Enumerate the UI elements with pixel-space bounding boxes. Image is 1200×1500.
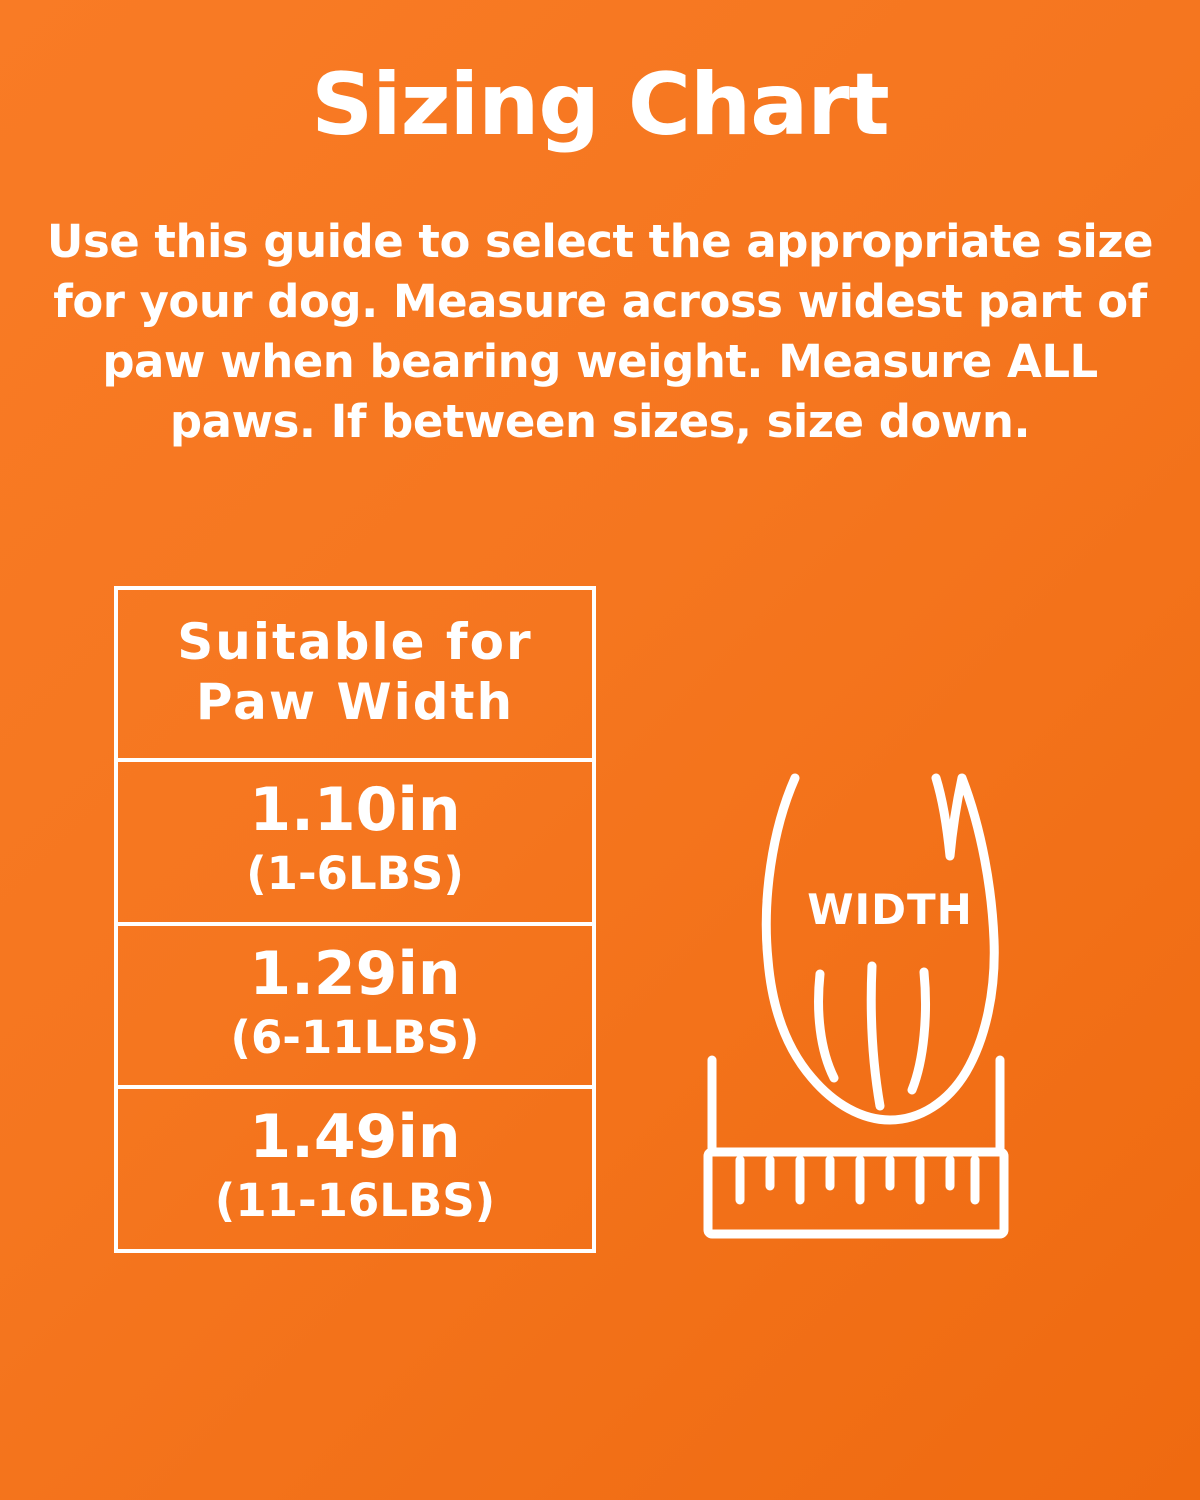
table-row [118, 1089, 592, 1249]
width-label: WIDTH [807, 885, 973, 934]
page-title: Sizing Chart [311, 55, 889, 155]
weight-range-value: (11-16LBS) [214, 1174, 496, 1227]
table-header-line-1: Suitable for [177, 613, 533, 671]
table-row [118, 762, 592, 926]
paw-measure-illustration [700, 760, 1040, 1290]
paw-width-value: 1.49in [249, 1102, 461, 1172]
paw-with-ruler-icon [700, 760, 1040, 1290]
table-row [118, 926, 592, 1090]
paw-width-value: 1.10in [249, 775, 461, 845]
weight-range-value: (1-6LBS) [246, 847, 464, 900]
table-header-line-2: Paw Width [195, 673, 515, 731]
weight-range-value: (6-11LBS) [230, 1010, 480, 1064]
sizing-table [114, 586, 596, 1253]
table-header-row [118, 590, 592, 762]
paw-width-value: 1.29in [249, 938, 461, 1009]
instructions-text: Use this guide to select the appropriate size for your dog. Measure across widest part of paw when bearing weight. Measure ALL paws. If between sizes, size down. [46, 215, 1154, 448]
